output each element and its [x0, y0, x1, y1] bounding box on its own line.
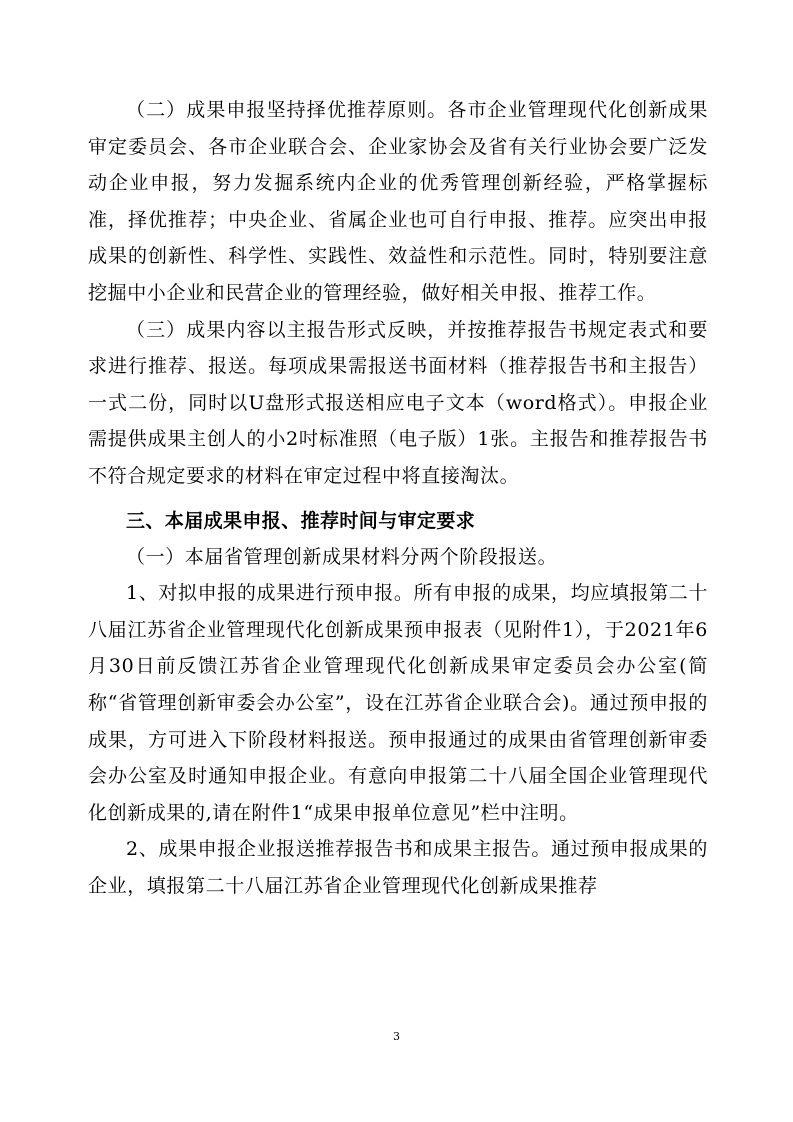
paragraph-two-stages: （一）本届省管理创新成果材料分两个阶段报送。: [126, 545, 558, 568]
section-heading-schedule: 三、本届成果申报、推荐时间与审定要求: [126, 509, 476, 532]
paragraph-selection-principle: （二）成果申报坚持择优推荐原则。各市企业管理现代化创新成果审定委员会、各市企业联合会、企业家协会及省有关行业协会要广泛发动企业申报，努力发掘系统内企业的优秀管理创新经验，严格掌握标准，择优推荐；中央企业、省属企业也可自行申报、推荐。应突出申报成果的创新性、科学性、实践性、效益性和示范性。同时，特别要注意挖掘中小企业和民营企业的管理经验，做好相关申报、推荐工作。: [88, 99, 708, 304]
paragraph-content-format: （三）成果内容以主报告形式反映，并按推荐报告书规定表式和要求进行推荐、报送。每项成果需报送书面材料（推荐报告书和主报告）一式二份，同时以U盘形式报送相应电子文本（word格式）。申报企业需提供成果主创人的小2吋标准照（电子版）1张。主报告和推荐报告书不符合规定要求的材料在审定过程中将直接淘汰。: [88, 318, 708, 487]
page-number: 3: [393, 1030, 400, 1043]
paragraph-report-submission: 2、成果申报企业报送推荐报告书和成果主报告。通过预申报成果的企业，填报第二十八届江苏省企业管理现代化创新成果推荐: [88, 838, 708, 897]
paragraph-pre-application: 1、对拟申报的成果进行预申报。所有申报的成果，均应填报第二十八届江苏省企业管理现代化创新成果预申报表（见附件1），于2021年6月30日前反馈江苏省企业管理现代化创新成果审定委员会办公室(简称“省管理创新审委会办公室”，设在江苏省企业联合会)。通过预申报的成果，方可进入下阶段材料报送。预申报通过的成果由省管理创新审委会办公室及时通知申报企业。有意向申报第二十八届全国企业管理现代化创新成果的,请在附件1“成果申报单位意见”栏中注明。: [88, 582, 708, 824]
document-body: [88, 92, 708, 904]
